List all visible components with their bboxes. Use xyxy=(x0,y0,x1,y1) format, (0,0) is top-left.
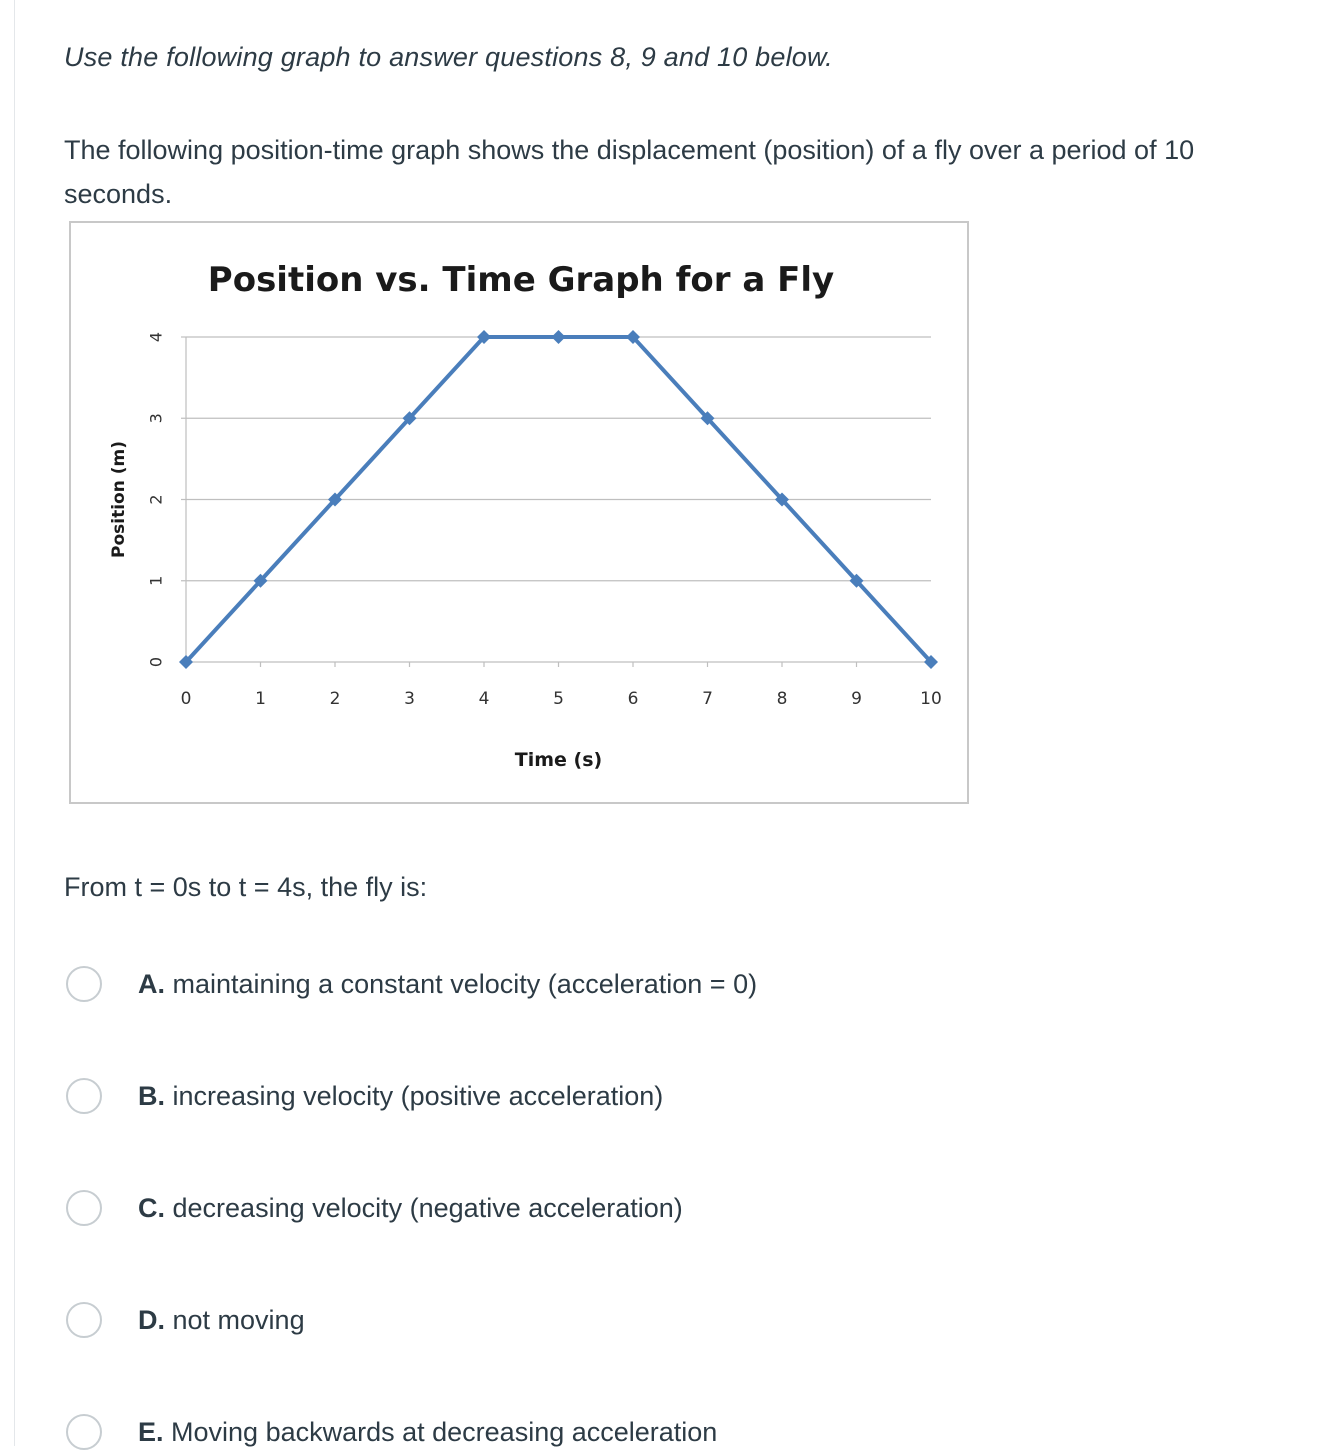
chart-title: Position vs. Time Graph for a Fly xyxy=(207,260,835,300)
y-axis-label: Position (m) xyxy=(109,441,129,558)
answer-letter-e: E. xyxy=(138,1416,164,1447)
answer-label-e xyxy=(138,1417,717,1448)
radio-button-a[interactable] xyxy=(66,966,102,1002)
radio-button-d[interactable] xyxy=(66,1302,102,1338)
x-tick-label-1: 1 xyxy=(255,689,266,709)
x-tick-label-10: 10 xyxy=(920,689,942,709)
answer-text-c: decreasing velocity (negative acceleration) xyxy=(172,1192,683,1223)
x-tick-label-3: 3 xyxy=(404,689,415,709)
y-tick-label-2: 2 xyxy=(146,494,166,505)
y-tick-label-0: 0 xyxy=(146,656,166,668)
x-tick-label-2: 2 xyxy=(329,689,341,709)
answer-label-c xyxy=(138,1193,683,1224)
answer-option-d[interactable] xyxy=(66,1298,305,1342)
x-tick-label-0: 0 xyxy=(180,689,192,709)
answer-option-c[interactable] xyxy=(66,1186,683,1230)
x-tick-label-8: 8 xyxy=(776,689,788,709)
x-tick-label-9: 9 xyxy=(851,689,862,709)
answer-letter-c: C. xyxy=(138,1192,165,1223)
position-time-chart xyxy=(69,221,969,804)
answer-letter-b: B. xyxy=(138,1080,165,1111)
x-tick-label-5: 5 xyxy=(553,689,564,709)
x-tick-label-6: 6 xyxy=(627,689,639,709)
data-point-t5 xyxy=(552,330,566,344)
radio-button-c[interactable] xyxy=(66,1190,102,1226)
radio-button-e[interactable] xyxy=(66,1414,102,1450)
x-tick-label-4: 4 xyxy=(478,689,490,709)
answer-option-a[interactable] xyxy=(66,962,757,1006)
y-tick-label-3: 3 xyxy=(146,413,166,424)
answer-label-a xyxy=(138,969,757,1000)
answer-text-e: Moving backwards at decreasing acceleration xyxy=(171,1416,718,1447)
y-tick-label-1: 1 xyxy=(146,575,166,586)
answer-option-b[interactable] xyxy=(66,1074,663,1118)
answer-text-a: maintaining a constant velocity (acceleration = 0) xyxy=(172,968,758,999)
question-text: From t = 0s to t = 4s, the fly is: xyxy=(64,872,428,902)
x-axis-label: Time (s) xyxy=(514,749,603,771)
intro-text: Use the following graph to answer questions 8, 9 and 10 below. xyxy=(64,42,833,72)
answer-text-b: increasing velocity (positive acceleration) xyxy=(172,1080,664,1111)
answer-label-d xyxy=(138,1305,305,1336)
graph-description: The following position-time graph shows the displacement (position) of a fly over a period of 10 seconds. xyxy=(64,135,1195,209)
answer-text-d: not moving xyxy=(172,1304,305,1335)
answer-option-e[interactable] xyxy=(66,1410,717,1454)
x-tick-label-7: 7 xyxy=(702,689,713,709)
answer-letter-a: A. xyxy=(138,968,165,999)
answer-label-b xyxy=(138,1081,663,1112)
content-left-border xyxy=(14,0,15,1446)
radio-button-b[interactable] xyxy=(66,1078,102,1114)
y-tick-label-4: 4 xyxy=(146,331,166,343)
answer-letter-d: D. xyxy=(138,1304,165,1335)
chart-canvas xyxy=(71,223,971,806)
